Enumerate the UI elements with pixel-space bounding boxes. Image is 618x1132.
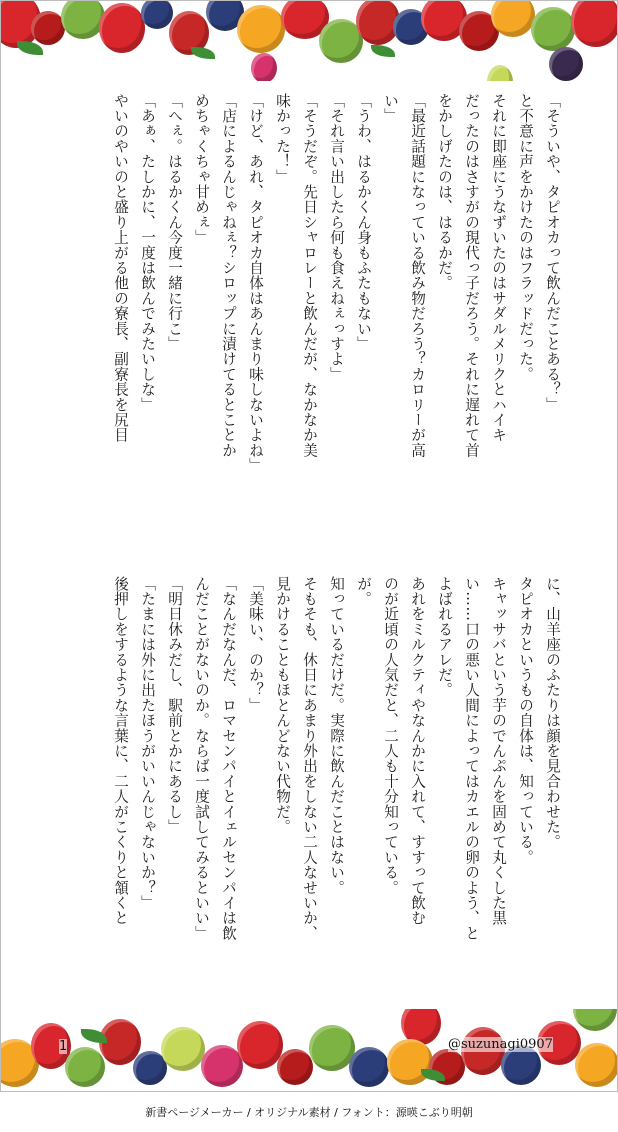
orange-icon: [491, 1, 535, 37]
text-line: い……口の悪い人間によってはカエルの卵のよう、と: [463, 576, 480, 941]
text-line: 味かった！」: [274, 93, 291, 185]
pear-icon: [161, 1027, 205, 1071]
kiwi-icon: [65, 1047, 105, 1087]
text-line: 「明日休みだし、駅前とかにあるし」: [166, 576, 183, 835]
text-line: 見かけることもほとんどない代物だ。: [274, 576, 291, 835]
cherry-icon: [277, 1049, 313, 1085]
leaf-icon: [371, 45, 395, 57]
text-line: い」: [382, 93, 399, 124]
text-line: タピオカというもの自体は、知っている。: [517, 576, 534, 865]
blueberry-icon: [349, 1047, 389, 1087]
strawberry-icon: [571, 1, 618, 47]
raspberry-icon: [201, 1045, 243, 1087]
text-line: やいのやいのと盛り上がる他の寮長、副寮長を尻目: [112, 93, 129, 443]
text-line: そもそも、休日にあまり外出をしない二人なせいか、: [301, 576, 318, 941]
text-line: 「あぁ、たしかに、一度は飲んでみたいしな」: [139, 93, 156, 413]
text-line: キャッサバという芋のでんぷんを固めて丸くした黒: [490, 576, 507, 926]
text-line: 「店によるんじゃねぇ？シロップに漬けてるとことか: [220, 93, 237, 458]
text-line: のが近頃の人気だと、二人も十分知っている。: [382, 576, 399, 896]
text-line: に、山羊座のふたりは顔を見合わせた。: [544, 576, 561, 850]
page-number: 1: [59, 1039, 68, 1054]
footer-credit: 新書ページメーカー / オリジナル素材 / フォント：源暎こぶり明朝: [0, 1092, 618, 1132]
text-column-top: [56, 93, 566, 558]
kiwi-icon: [573, 1009, 617, 1031]
cherry-icon: [31, 11, 65, 45]
text-line: んだことがないのか。ならば一度試してみるといい」: [193, 576, 210, 941]
orange-icon: [237, 5, 285, 53]
text-line: 後押しをするような言葉に、二人がこくりと頷くと: [112, 576, 129, 926]
text-line: と不意に声をかけたのはフラッドだった。: [517, 93, 534, 382]
raspberry-icon: [251, 53, 277, 81]
text-line: だったのはさすがの現代っ子だろう。それに遅れて首: [463, 93, 480, 458]
strawberry-icon: [99, 3, 145, 53]
text-line: 「それ言い出したら何も食えねぇっすよ」: [328, 93, 345, 382]
text-line: 「へぇ。はるかくん今度一緒に行こ」: [166, 93, 183, 352]
kiwi-icon: [61, 1, 105, 39]
leaf-icon: [17, 41, 43, 55]
pear-icon: [487, 65, 513, 81]
text-line: あれをミルクティやなんかに入れて、すすって飲む: [409, 576, 426, 926]
text-line: それに即座にうなずいたのはサダルメリクとハイキ: [490, 93, 507, 443]
strawberry-icon: [237, 1021, 283, 1069]
text-line: 「うわ、はるかくん身もふたもない」: [355, 93, 372, 352]
fruit-border-top: [1, 1, 618, 81]
text-line: 「そうだぞ。先日シャロレーと飲んだが、なかなか美: [301, 93, 318, 458]
text-line: 「最近話題になっている飲み物だろう？カロリーが高: [409, 93, 426, 458]
blackberry-icon: [549, 47, 583, 81]
text-line: 「そういや、タピオカって飲んだことある？」: [544, 93, 561, 413]
text-line: 「けど、あれ、タピオカ自体はあんまり味しないよね」: [247, 93, 264, 473]
text-line: 「なんだなんだ、ロマセンパイとイェルセンパイは飲: [220, 576, 237, 941]
text-line: 知っているだけだ。実際に飲んだことはない。: [328, 576, 345, 896]
text-line: をかしげたのは、はるかだ。: [436, 93, 453, 291]
text-line: が。: [355, 576, 372, 607]
text-line: よばれるアレだ。: [436, 576, 453, 698]
orange-icon: [575, 1043, 618, 1087]
text-line: めちゃくちゃ甘めぇ」: [193, 93, 210, 245]
text-line: 「美味い、のか？」: [247, 576, 264, 713]
author-handle: @suzunagi0907: [448, 1037, 553, 1052]
text-column-bottom: [56, 576, 566, 1041]
kiwi-icon: [531, 7, 575, 51]
text-body: [56, 93, 566, 1013]
text-line: 「たまには外に出たほうがいいんじゃないか？」: [139, 576, 156, 911]
blueberry-icon: [141, 1, 173, 29]
leaf-icon: [191, 47, 215, 59]
